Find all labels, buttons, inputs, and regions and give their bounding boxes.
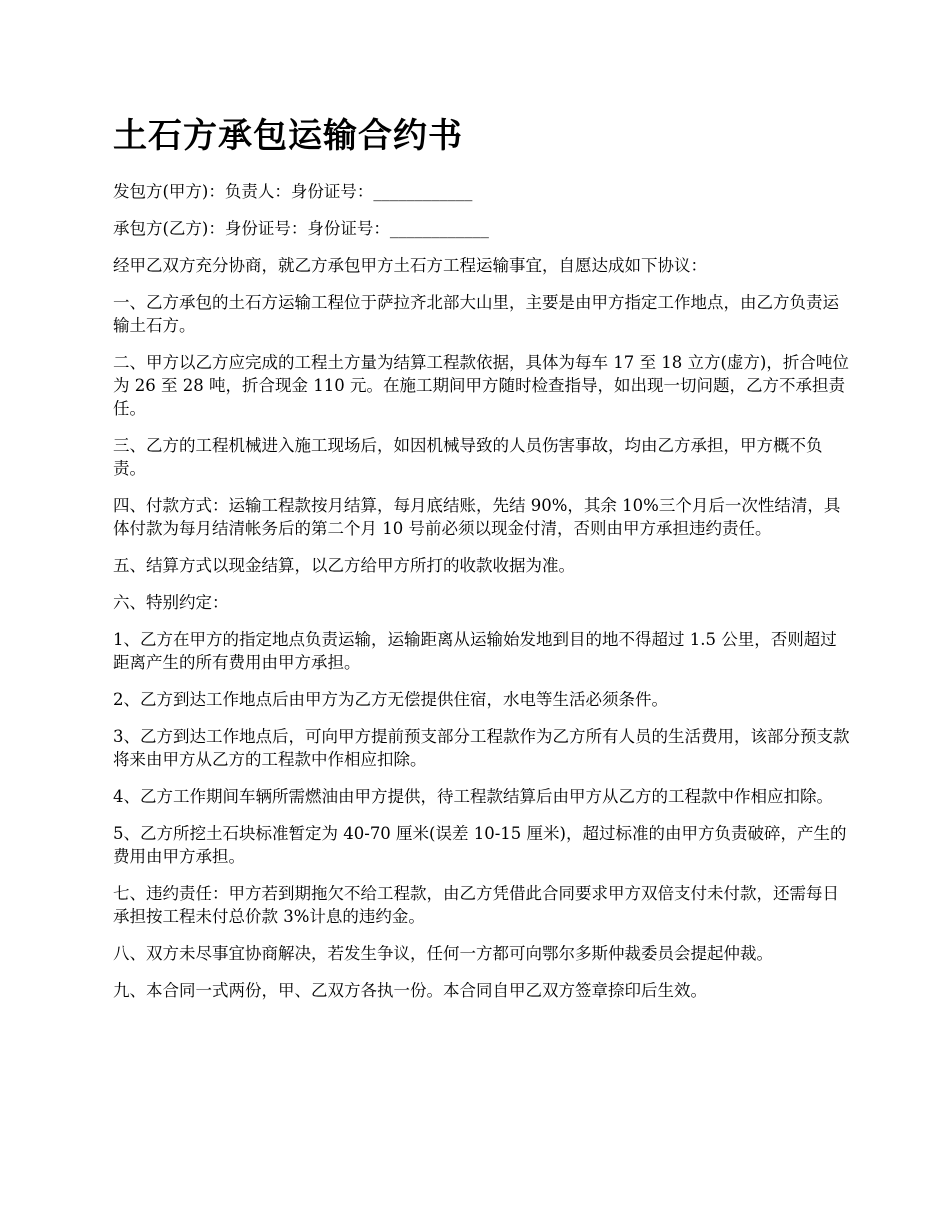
party-a-id-blank: ____________ [373, 182, 473, 201]
clause-4-payment-method: 四、付款方式：运输工程款按月结算，每月底结账，先结 90%，其余 10%三个月后一次性结清，具体付款为每月结清帐务后的第二个月 10 号前必须以现金付清，否则由甲方承担违约责任。 [113, 496, 841, 538]
clause-9-copies: 九、本合同一式两份，甲、乙双方各执一份。本合同自甲乙双方签章捺印后生效。 [113, 981, 707, 1000]
special-term-3: 3、乙方到达工作地点后，可向甲方提前预支部分工程款作为乙方所有人员的生活费用，该部分预支款将来由甲方从乙方的工程款中作相应扣除。 [113, 727, 850, 769]
document-title: 土石方承包运输合约书 [113, 116, 463, 156]
clause-6-special-terms-heading: 六、特别约定： [113, 593, 229, 612]
clause-7-breach: 七、违约责任：甲方若到期拖欠不给工程款，由乙方凭借此合同要求甲方双倍支付未付款，还需每日承担按工程未付总价款 3%计息的违约金。 [113, 884, 839, 926]
special-term-5: 5、乙方所挖土石块标准暂定为 40-70 厘米(误差 10-15 厘米)，超过标准的由甲方负责破碎，产生的费用由甲方承担。 [113, 824, 847, 866]
party-b-id-blank: ____________ [389, 219, 489, 238]
clause-8-disputes: 八、双方未尽事宜协商解决，若发生争议，任何一方都可向鄂尔多斯仲裁委员会提起仲裁。 [113, 944, 773, 963]
clause-5-settlement-method: 五、结算方式以现金结算，以乙方给甲方所打的收款收据为准。 [113, 556, 575, 575]
special-term-2: 2、乙方到达工作地点后由甲方为乙方无偿提供住宿，水电等生活必须条件。 [113, 690, 668, 709]
party-a-label: 发包方(甲方)：负责人：身份证号： [113, 182, 374, 201]
preamble-paragraph: 经甲乙双方充分协商，就乙方承包甲方土石方工程运输事宜，自愿达成如下协议： [113, 256, 707, 275]
special-term-1: 1、乙方在甲方的指定地点负责运输，运输距离从运输始发地到目的地不得超过 1.5 公里，否则超过距离产生的所有费用由甲方承担。 [113, 630, 837, 672]
party-b-label: 承包方(乙方)：身份证号：身份证号： [113, 219, 390, 238]
contract-page [113, 112, 853, 1016]
clause-1-location: 一、乙方承包的土石方运输工程位于萨拉齐北部大山里，主要是由甲方指定工作地点，由乙方负责运输土石方。 [113, 293, 839, 335]
special-term-4: 4、乙方工作期间车辆所需燃油由甲方提供，待工程款结算后由甲方从乙方的工程款中作相应扣除。 [113, 787, 833, 806]
clause-3-liability: 三、乙方的工程机械进入施工现场后，如因机械导致的人员伤害事故，均由乙方承担，甲方概不负责。 [113, 436, 823, 478]
clause-2-settlement-basis: 二、甲方以乙方应完成的工程土方量为结算工程款依据，具体为每车 17 至 18 立方(虚方)，折合吨位为 26 至 28 吨，折合现金 110 元。在施工期间甲方随时检查指导，如出现一切问题，乙方不承担责任。 [113, 353, 849, 418]
party-a-line [113, 180, 853, 203]
party-b-line [113, 217, 853, 240]
